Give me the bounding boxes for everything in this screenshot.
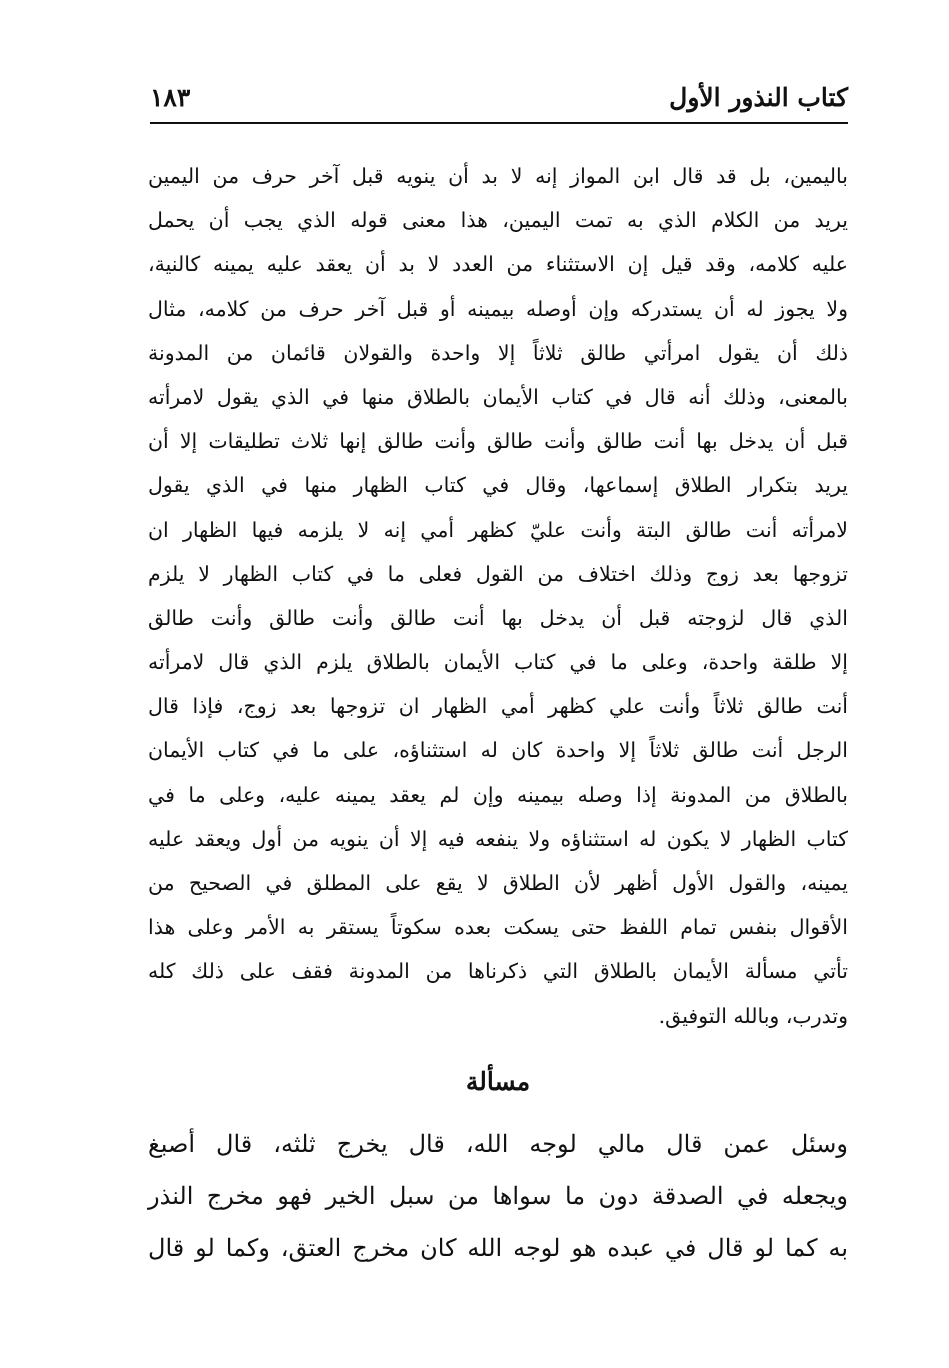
paragraph-question <box>148 1118 848 1274</box>
text-line: الذي قال لزوجته قبل أن يدخل بها أنت طالق وأنت طالق وأنت طالق <box>148 605 848 630</box>
text-line: الرجل أنت طالق ثلاثاً إلا واحدة كان له استثناؤه، على ما في كتاب الأيمان <box>148 738 848 763</box>
text-line: به كما لو قال في عبده هو لوجه الله كان مخرج العتق، وكما لو قال <box>148 1234 848 1262</box>
text-line: ولا يجوز له أن يستدركه وإن أوصله بيمينه أو قبل آخر حرف من كلامه، مثال <box>148 296 848 321</box>
header-rule <box>150 122 848 124</box>
text-line: يريد بتكرار الطلاق إسماعها، وقال في كتاب الظهار منها في الذي يقول <box>148 473 848 498</box>
text-line: ذلك أن يقول امرأتي طالق ثلاثاً إلا واحدة والقولان قائمان من المدونة <box>148 340 848 365</box>
page-number: ١٨٣ <box>150 83 191 112</box>
text-line: قبل أن يدخل بها أنت طالق وأنت طالق وأنت طالق إنها ثلاث تطليقات إلا أن <box>148 429 848 454</box>
text-line: إلا طلقة واحدة، وعلى ما في كتاب الأيمان بالطلاق يلزم الذي قال لامرأته <box>148 650 848 675</box>
paragraph-main <box>148 154 848 1038</box>
text-line: ويجعله في الصدقة دون ما سواها من سبل الخير فهو مخرج النذر <box>148 1182 848 1210</box>
text-line: وسئل عمن قال مالي لوجه الله، قال يخرج ثلثه، قال أصبغ <box>148 1130 848 1158</box>
section-heading: مسألة <box>465 1067 531 1096</box>
text-line: يريد من الكلام الذي به تمت اليمين، هذا معنى قوله الذي يجب أن يحمل <box>148 208 848 233</box>
text-line: يمينه، والقول الأول أظهر لأن الطلاق لا يقع على المطلق في الصحيح من <box>148 871 848 895</box>
text-line: لامرأته أنت طالق البتة وأنت عليّ كظهر أمي إنه لا يلزمه فيها الظهار ان <box>148 517 848 542</box>
text-line: الأقوال بنفس تمام اللفظ حتى يسكت بعده سكوتاً يستقر به الأمر وعلى هذا <box>148 915 848 940</box>
text-line: تزوجها بعد زوج وذلك اختلاف من القول فعلى ما في كتاب الظهار لا يلزم <box>148 561 848 586</box>
running-title: كتاب النذور الأول <box>669 83 848 112</box>
text-line: عليه كلامه، وقد قيل إن الاستثناء من العدد لا بد أن يعقد عليه يمينه كالنية، <box>148 252 848 277</box>
text-line: أنت طالق ثلاثاً وأنت علي كظهر أمي الظهار ان تزوجها بعد زوج، فإذا قال <box>148 694 848 719</box>
text-line: كتاب الظهار لا يكون له استثناؤه ولا ينفعه فيه إلا أن ينويه من أول ويعقد عليه <box>148 826 848 851</box>
text-line: تأتي مسألة الأيمان بالطلاق التي ذكرناها من المدونة فقف على ذلك كله <box>148 959 848 984</box>
text-line: بالطلاق من المدونة إذا وصله بيمينه وإن لم يعقد يمينه عليه، وعلى ما في <box>148 782 848 807</box>
text-line: بالمعنى، وذلك أنه قال في كتاب الأيمان بالطلاق منها في الذي يقول لامرأته <box>148 384 848 409</box>
text-line: وتدرب، وبالله التوفيق. <box>658 1003 848 1028</box>
running-header <box>150 78 848 122</box>
text-line: باليمين، بل قد قال ابن المواز إنه لا بد أن ينويه قبل آخر حرف من اليمين <box>148 164 848 188</box>
